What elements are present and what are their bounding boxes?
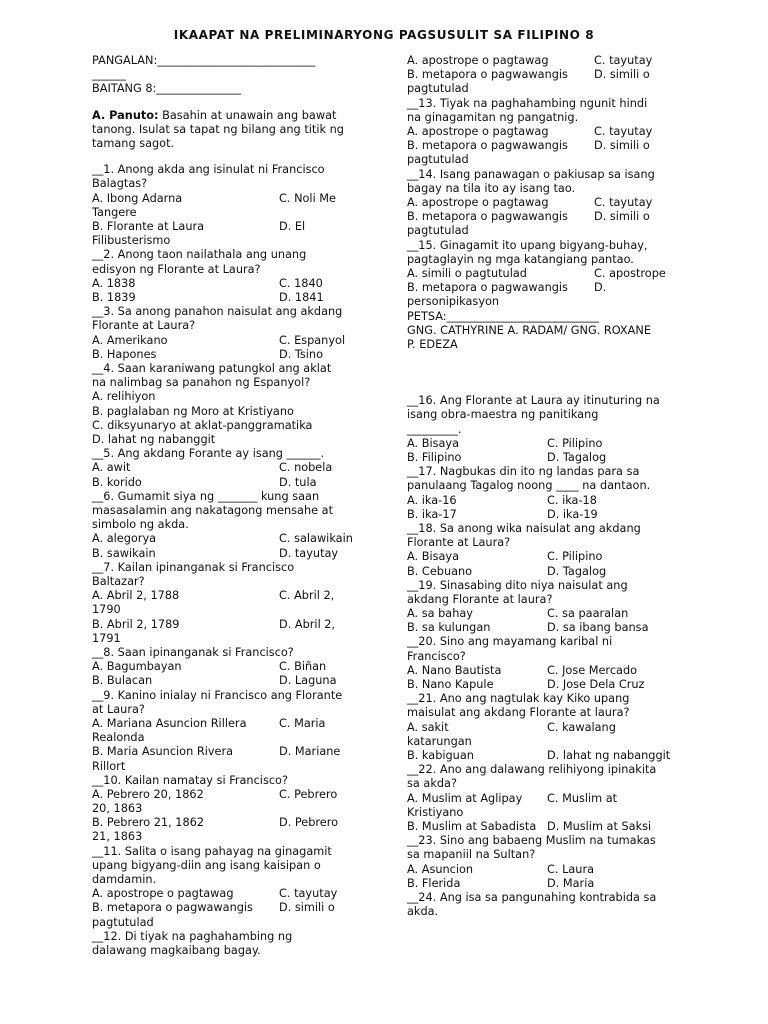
question-12-choices-row	[407, 54, 679, 68]
question-6-choices-row	[92, 547, 360, 561]
choice: B. Muslim at Sabadista	[407, 820, 537, 834]
question-23: __23. Sino ang babaeng Muslim na tumakas	[407, 834, 656, 848]
question-13-choices-row	[407, 139, 679, 153]
question-7-text: Baltazar?	[92, 574, 145, 588]
question-11-text: damdamin.	[92, 873, 157, 887]
choice: B. metapora o pagwawangis	[92, 901, 253, 915]
question-17: __17. Nagbukas din ito ng landas para sa	[407, 465, 640, 479]
question-20-choices-row	[407, 664, 679, 678]
choice: A. Pebrero 20, 1862	[92, 787, 204, 801]
question-4: __4. Saan karaniwang patungkol ang aklat	[92, 361, 332, 375]
choice: C. Pebrero	[279, 787, 338, 801]
choice-continuation: Filibusterismo	[92, 234, 171, 248]
choice: C. Espanyol	[279, 333, 346, 347]
choice-continuation: Realonda	[92, 731, 145, 745]
question-22-choices-row	[407, 820, 679, 834]
choice: B. Filipino	[407, 450, 462, 464]
question-5-choices-row	[92, 461, 360, 475]
choice: D. Tsino	[279, 347, 324, 361]
question-3-choices-row	[92, 334, 360, 348]
choice: B. kabiguan	[407, 749, 474, 763]
question-15: __15. Ginagamit ito upang bigyang-buhay,	[407, 238, 648, 252]
choice: C. Muslim at	[547, 791, 618, 805]
choice-continuation: 20, 1863	[92, 802, 143, 816]
question-13-choices-row	[407, 125, 679, 139]
choice: D. lahat ng nabanggit	[547, 749, 671, 763]
choice: D. simili o	[594, 210, 650, 224]
question-4-text: na nalimbag sa panahon ng Espanyol?	[92, 376, 311, 390]
choice: C. 1840	[279, 276, 323, 290]
choice: B. metapora o pagwawangis	[407, 281, 568, 295]
question-3: __3. Sa anong panahon naisulat ang akdang	[92, 305, 343, 319]
choice: A. alegorya	[92, 532, 157, 546]
exam-title: IKAAPAT NA PRELIMINARYONG PAGSUSULIT SA FILIPINO 8	[173, 28, 595, 42]
question-24: __24. Ang isa sa pangunahing kontrabida sa	[407, 891, 657, 904]
choice: A. Muslim at Aglipay	[407, 791, 523, 805]
choice: A. sa bahay	[407, 607, 473, 621]
choice-continuation: personipikasyon	[407, 295, 500, 309]
choice: D. sa ibang bansa	[547, 621, 649, 635]
choice: A. apostrope o pagtawag	[407, 54, 549, 67]
question-1-text: Balagtas?	[92, 177, 148, 191]
question-12-choices-row	[407, 68, 679, 82]
choice: A. Bagumbayan	[92, 660, 182, 674]
choice-continuation: Rillort	[92, 759, 126, 773]
choice: D. lahat ng nabanggit	[92, 432, 216, 446]
choice: C. Biñan	[279, 660, 327, 674]
question-13-text: na ginagamitan ng pangatnig.	[407, 110, 579, 124]
choice: A. Amerikano	[92, 333, 168, 347]
question-23-choices-row	[407, 863, 679, 877]
choice: A. Mariana Asuncion Rillera	[92, 716, 247, 730]
question-18-choices-row	[407, 550, 679, 564]
question-19: __19. Sinasabing dito niya naisulat ang	[407, 578, 628, 592]
question-2-text: edisyon ng Florante at Laura?	[92, 262, 261, 276]
choice: D. simili o	[594, 139, 650, 153]
question-24-text: akda.	[407, 905, 439, 919]
choice: D. Muslim at Saksi	[547, 820, 652, 834]
choice: A. sakit	[407, 720, 449, 734]
choice: A. Asuncion	[407, 862, 474, 876]
question-20-text: Francisco?	[407, 649, 466, 663]
choice: C. diksyunaryo at aklat-panggramatika	[92, 418, 313, 432]
grade-field[interactable]: BAITANG 8:_______________	[92, 82, 242, 96]
choice-continuation: pagtutulad	[92, 915, 154, 929]
choice: C. salawikain	[279, 532, 353, 546]
instructions-text: tamang sagot.	[92, 137, 175, 151]
question-18-choices-row	[407, 565, 679, 579]
choice: C. tayutay	[594, 195, 653, 209]
question-20-choices-row	[407, 678, 679, 692]
choice: B. ika-17	[407, 507, 457, 521]
question-16-choices-row	[407, 437, 679, 451]
choice: D. ika-19	[547, 507, 598, 521]
choice: B. metapora o pagwawangis	[407, 210, 568, 224]
choice: B. Florante at Laura	[92, 220, 205, 234]
choice: D. simili o	[594, 68, 650, 82]
question-15-text: pagtaglayin ng mga katangiang pantao.	[407, 252, 634, 266]
question-22: __22. Ano ang dalawang relihiyong ipinakita	[407, 763, 657, 777]
choice: A. 1838	[92, 276, 136, 290]
choice-continuation: pagtutulad	[407, 82, 469, 96]
left-column	[92, 54, 360, 958]
question-9-choices-row	[92, 717, 360, 731]
choice-continuation: Kristiyano	[407, 805, 464, 819]
question-6: __6. Gumamit siya ng _______ kung saan	[92, 489, 320, 503]
question-14: __14. Isang panawagan o pakiusap sa isang	[407, 167, 655, 181]
choice: B. paglalaban ng Moro at Kristiyano	[92, 404, 294, 418]
choice: C. tayutay	[594, 124, 653, 138]
choice-continuation: Tangere	[92, 205, 137, 219]
date-field[interactable]: PETSA:___________________________	[407, 309, 600, 323]
question-1-choices-row	[92, 220, 360, 234]
choice: A. Abril 2, 1788	[92, 589, 180, 603]
choice: A. Bisaya	[407, 550, 460, 564]
question-16-choices-row	[407, 451, 679, 465]
choice: D. Mariane	[279, 745, 341, 759]
question-21-choices-row	[407, 721, 679, 735]
choice: D. Laguna	[279, 674, 337, 688]
question-17-choices-row	[407, 494, 679, 508]
question-2-choices-row	[92, 277, 360, 291]
question-5-choices-row	[92, 476, 360, 490]
question-7: __7. Kailan ipinanganak si Francisco	[92, 560, 295, 574]
question-12: __12. Di tiyak na paghahambing ng	[92, 929, 293, 943]
choice: A. Nano Bautista	[407, 663, 502, 677]
choice: B. Abril 2, 1789	[92, 617, 180, 631]
question-5: __5. Ang akdang Forante ay isang ______.	[92, 447, 325, 461]
question-16: __16. Ang Florante at Laura ay itinuturing na	[407, 394, 660, 408]
choice-continuation: pagtutulad	[407, 224, 469, 238]
instructions-label: A. Panuto:	[92, 108, 159, 122]
choice: B. 1839	[92, 291, 136, 304]
question-10: __10. Kailan namatay si Francisco?	[92, 773, 288, 787]
instructions	[92, 109, 360, 123]
question-23-choices-row	[407, 877, 679, 891]
question-19-text: akdang Florante at laura?	[407, 592, 553, 606]
question-22-choices-row	[407, 792, 679, 806]
choice: B. Flerida	[407, 876, 461, 890]
choice-continuation: pagtutulad	[407, 153, 469, 167]
question-9: __9. Kanino inialay ni Francisco ang Florante	[92, 688, 343, 702]
choice: A. ika-16	[407, 493, 457, 507]
question-16-text: _________.	[407, 422, 462, 436]
choice: C. ika-18	[547, 493, 597, 507]
choice: D. tula	[279, 475, 317, 489]
choice: C. Pilipino	[547, 550, 603, 564]
question-1: __1. Anong akda ang isinulat ni Francisco	[92, 163, 325, 177]
choice: C. kawalang	[547, 720, 616, 734]
choice-continuation: 1790	[92, 603, 121, 617]
name-field[interactable]: PANGALAN:____________________________	[92, 54, 316, 67]
choice: D. simili o	[279, 901, 335, 915]
question-19-choices-row	[407, 621, 679, 635]
question-10-choices-row	[92, 788, 360, 802]
name-field-continuation[interactable]: ______	[92, 68, 126, 82]
choice: C. Abril 2,	[279, 589, 335, 603]
choice: C. Noli Me	[279, 191, 336, 205]
question-9-choices-row	[92, 745, 360, 759]
question-23-text: sa mapaniil na Sultan?	[407, 848, 536, 862]
question-1-choices-row	[92, 192, 360, 206]
question-21-text: maisulat ang akdang Florante at laura?	[407, 706, 630, 720]
question-11-choices-row	[92, 901, 360, 915]
question-13: __13. Tiyak na paghahambing ngunit hindi	[407, 96, 648, 110]
choice: C. nobela	[279, 461, 333, 475]
choice: B. Pebrero 21, 1862	[92, 816, 205, 830]
choice: B. Cebuano	[407, 564, 473, 578]
choice: D. Pebrero	[279, 816, 339, 830]
teacher-names: P. EDEZA	[407, 337, 458, 351]
choice: C. Maria	[279, 716, 326, 730]
question-18-text: Florante at Laura?	[407, 536, 511, 550]
choice: D. Maria	[547, 876, 595, 890]
question-6-text: masasalamin ang nakatagong mensahe at	[92, 503, 334, 517]
choice: C. apostrope	[594, 266, 666, 280]
choice: B. metapora o pagwawangis	[407, 68, 568, 82]
choice: B. sa kulungan	[407, 621, 491, 635]
choice: D. tayutay	[279, 546, 339, 560]
question-18: __18. Sa anong wika naisulat ang akdang	[407, 521, 641, 535]
choice: D.	[594, 281, 607, 295]
instructions-text: Basahin at unawain ang bawat	[158, 108, 337, 122]
question-20: __20. Sino ang mayamang karibal ni	[407, 635, 613, 649]
choice: D. Abril 2,	[279, 617, 336, 631]
question-3-choices-row	[92, 348, 360, 362]
choice: A. awit	[92, 461, 131, 475]
question-17-text: panulaang Tagalog noong ____ na dantaon.	[407, 479, 651, 493]
choice: D. Tagalog	[547, 450, 607, 464]
choice: A. apostrope o pagtawag	[92, 887, 234, 901]
choice: A. apostrope o pagtawag	[407, 195, 549, 209]
choice: B. Maria Asuncion Rivera	[92, 745, 234, 759]
choice: C. tayutay	[594, 54, 653, 67]
choice-continuation: 21, 1863	[92, 830, 143, 844]
question-8-choices-row	[92, 674, 360, 688]
teacher-names: GNG. CATHYRINE A. RADAM/ GNG. ROXANE	[407, 323, 651, 337]
question-7-choices-row	[92, 618, 360, 632]
question-10-choices-row	[92, 816, 360, 830]
choice: A. Bisaya	[407, 436, 460, 450]
choice: C. Laura	[547, 862, 595, 876]
choice: B. korido	[92, 475, 142, 489]
choice: B. sawikain	[92, 546, 156, 560]
question-11: __11. Salita o isang pahayag na ginagamit	[92, 844, 332, 858]
question-9-text: at Laura?	[92, 702, 145, 716]
question-11-text: upang bigyang-diin ang isang kaisipan o	[92, 858, 321, 872]
choice: C. Pilipino	[547, 436, 603, 450]
choice: D. 1841	[279, 291, 324, 304]
question-11-choices-row	[92, 887, 360, 901]
question-14-choices-row	[407, 210, 679, 224]
choice: C. tayutay	[279, 887, 338, 901]
choice-continuation: 1791	[92, 631, 121, 645]
question-2: __2. Anong taon nailathala ang unang	[92, 248, 307, 262]
question-16-text: isang obra-maestra ng panitikang	[407, 408, 599, 422]
choice: A. simili o pagtutulad	[407, 266, 527, 280]
choice: B. Nano Kapule	[407, 678, 494, 692]
question-22-text: sa akda?	[407, 777, 457, 791]
choice: B. Hapones	[92, 347, 157, 361]
choice-continuation: katarungan	[407, 734, 472, 748]
choice: A. relihiyon	[92, 390, 156, 404]
choice: D. El	[279, 220, 306, 234]
instructions-text: tanong. Isulat sa tapat ng bilang ang titik ng	[92, 122, 344, 136]
question-12-text: dalawang magkaibang bagay.	[92, 944, 261, 958]
question-19-choices-row	[407, 607, 679, 621]
choice: B. metapora o pagwawangis	[407, 139, 568, 153]
choice: A. Ibong Adarna	[92, 191, 183, 205]
question-15-choices-row	[407, 267, 679, 281]
question-2-choices-row	[92, 291, 360, 305]
question-21: __21. Ano ang nagtulak kay Kiko upang	[407, 692, 630, 706]
question-17-choices-row	[407, 508, 679, 522]
choice: D. Tagalog	[547, 564, 607, 578]
question-8: __8. Saan ipinanganak si Francisco?	[92, 645, 294, 659]
choice: B. Bulacan	[92, 674, 153, 688]
question-8-choices-row	[92, 660, 360, 674]
right-column	[407, 54, 679, 919]
question-3-text: Florante at Laura?	[92, 319, 196, 333]
question-21-choices-row	[407, 749, 679, 763]
choice: C. sa paaralan	[547, 607, 629, 621]
question-6-choices-row	[92, 532, 360, 546]
question-15-choices-row	[407, 281, 679, 295]
question-14-text: bagay na tila ito ay isang tao.	[407, 181, 576, 195]
question-6-text: simbolo ng akda.	[92, 518, 189, 532]
question-7-choices-row	[92, 589, 360, 603]
question-14-choices-row	[407, 196, 679, 210]
choice: C. Jose Mercado	[547, 663, 638, 677]
choice: A. apostrope o pagtawag	[407, 124, 549, 138]
choice: D. Jose Dela Cruz	[547, 678, 645, 692]
